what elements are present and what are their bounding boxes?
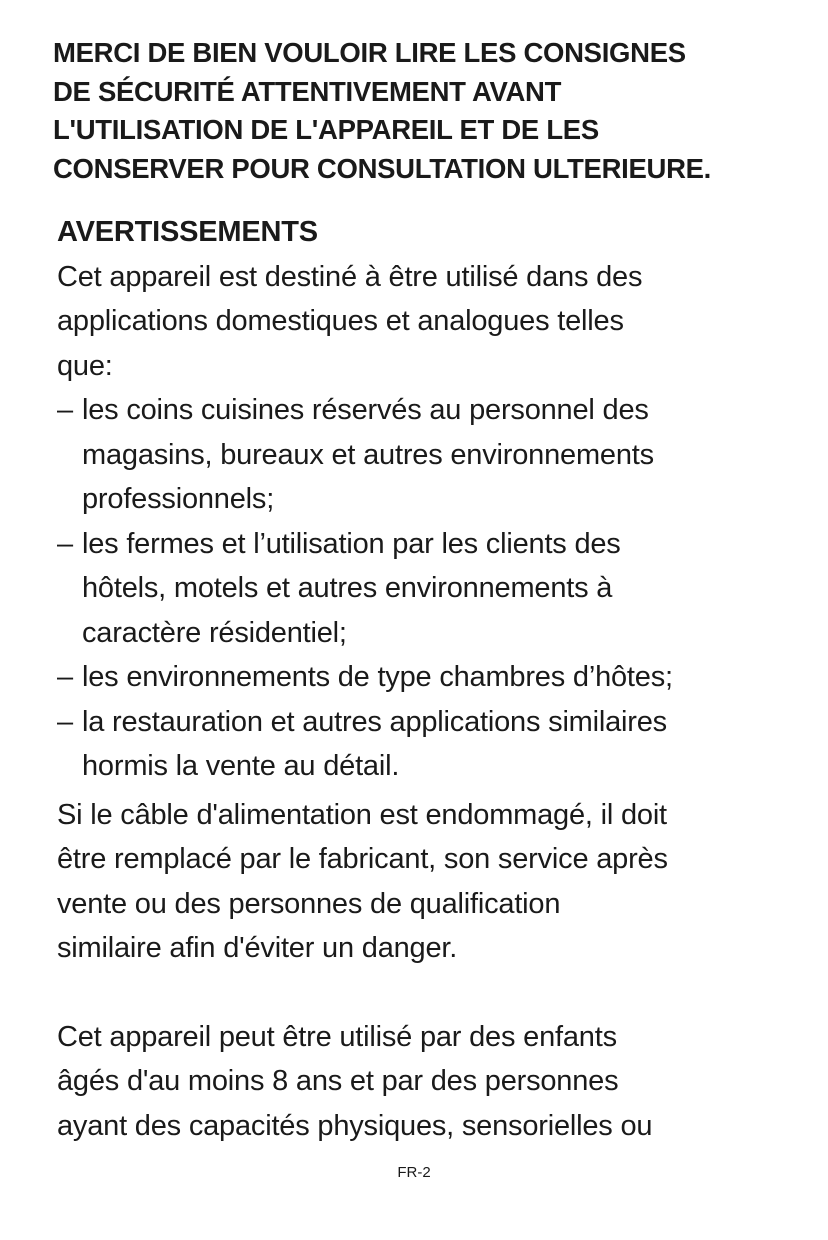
list-item-line: magasins, bureaux et autres environnements [82, 438, 654, 471]
list-item-line: professionnels; [82, 483, 275, 515]
list-item [57, 700, 817, 789]
section-heading: AVERTISSEMENTS [57, 216, 318, 248]
dash-bullet: – [57, 661, 73, 693]
list-item-line: la restauration et autres applications similaires [82, 705, 667, 738]
notice-line: MERCI DE BIEN VOULOIR LIRE LES CONSIGNES [53, 37, 686, 68]
paragraph-line: vente ou des personnes de qualification [57, 887, 561, 920]
paragraph-line: Si le câble d'alimentation est endommagé, il doit [57, 798, 667, 831]
notice-line: DE SÉCURITÉ ATTENTIVEMENT AVANT [53, 75, 562, 107]
warnings-section [57, 210, 817, 1148]
usage-list [57, 388, 817, 789]
dash-bullet: – [57, 705, 73, 738]
dash-bullet: – [57, 527, 73, 560]
intro-paragraph [57, 255, 817, 389]
list-item-line: les fermes et l’utilisation par les clients des [82, 527, 621, 560]
list-item-line: les coins cuisines réservés au personnel des [82, 394, 649, 426]
list-item-line: hormis la vente au détail. [82, 750, 400, 782]
children-paragraph [57, 1015, 817, 1149]
paragraph-line: Cet appareil peut être utilisé par des enfants [57, 1020, 617, 1053]
list-item-line: hôtels, motels et autres environnements à [82, 572, 613, 604]
list-item [57, 655, 817, 700]
list-item-line: caractère résidentiel; [82, 616, 347, 649]
cable-paragraph [57, 793, 817, 971]
paragraph-line: être remplacé par le fabricant, son service après [57, 843, 668, 875]
paragraph-line: que: [57, 349, 113, 382]
dash-bullet: – [57, 394, 73, 426]
list-item [57, 388, 817, 522]
notice-line: CONSERVER POUR CONSULTATION ULTERIEURE. [53, 152, 712, 184]
paragraph-line: ayant des capacités physiques, sensorielles ou [57, 1109, 653, 1142]
paragraph-line: Cet appareil est destiné à être utilisé dans des [57, 260, 643, 293]
page-number: FR-2 [397, 1164, 431, 1181]
safety-notice [53, 34, 813, 188]
notice-line: L'UTILISATION DE L'APPAREIL ET DE LES [53, 114, 599, 145]
paragraph-line: âgés d'au moins 8 ans et par des personnes [57, 1065, 619, 1097]
paragraph-line: applications domestiques et analogues telles [57, 305, 624, 337]
list-item-line: les environnements de type chambres d’hôtes; [82, 661, 673, 693]
paragraph-line: similaire afin d'éviter un danger. [57, 932, 458, 964]
list-item [57, 522, 817, 656]
